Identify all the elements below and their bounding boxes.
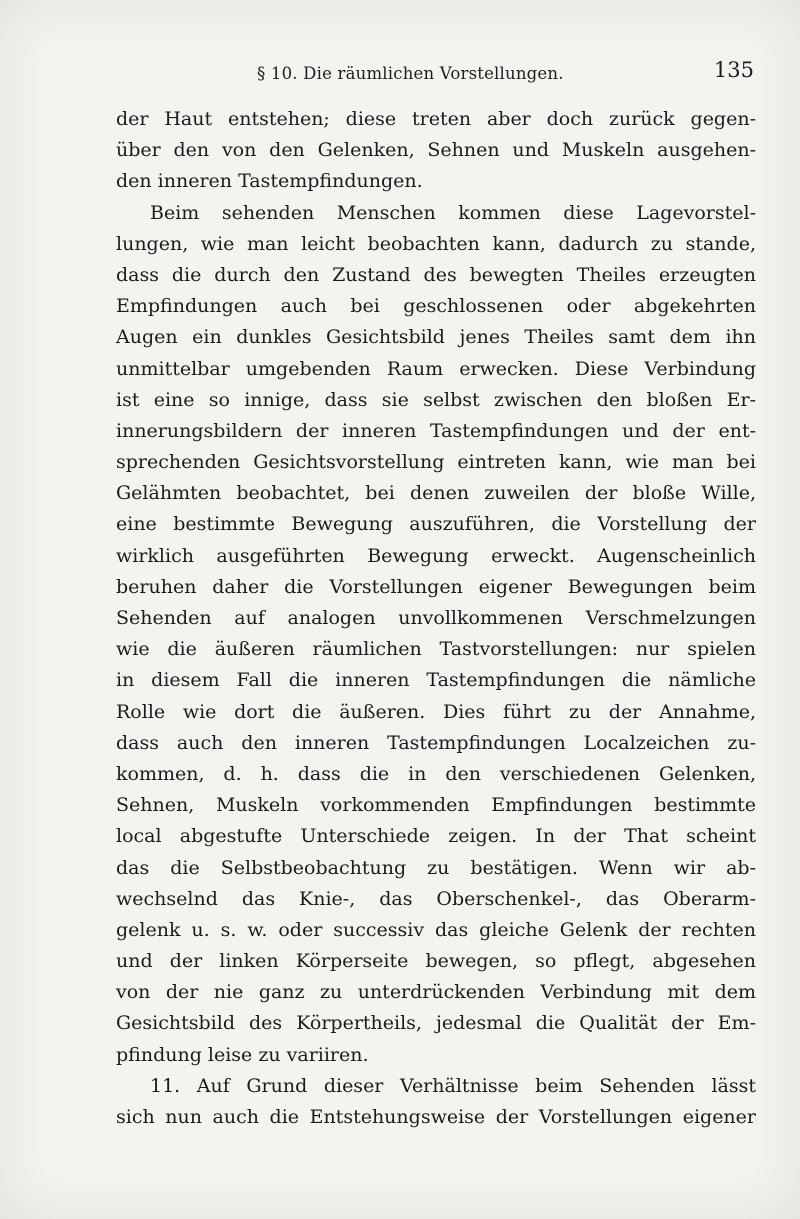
text-line: beruhen daher die Vorstellungen eigener Bewegungen beim: [116, 575, 756, 598]
text-line: wie die äußeren räumlichen Tastvorstellungen: nur spielen: [116, 638, 756, 661]
text-line: pfindung leise zu variiren.: [116, 1043, 369, 1066]
text-line: Sehenden auf analogen unvollkommenen Verschmelzungen: [116, 607, 756, 629]
text-line: innerungsbildern der inneren Tastempfindungen und der ent-: [116, 419, 756, 442]
text-line: dass die durch den Zustand des bewegten Theiles erzeugten: [116, 263, 756, 286]
text-line: wirklich ausgeführten Bewegung erweckt. Augenscheinlich: [116, 544, 756, 567]
body-text: [116, 104, 756, 1133]
text-line: von der nie ganz zu unterdrückenden Verbindung mit dem: [116, 981, 756, 1004]
text-line: sich nun auch die Entstehungsweise der Vorstellungen eigener: [116, 1106, 756, 1128]
text-line: und der linken Körperseite bewegen, so pflegt, abgesehen: [116, 950, 756, 973]
text-line: der Haut entstehen; diese treten aber doch zurück gegen-: [116, 108, 756, 130]
text-line: wechselnd das Knie-, das Oberschenkel-, das Oberarm-: [116, 887, 756, 910]
text-line: in diesem Fall die inneren Tastempfindungen die nämliche: [116, 669, 756, 692]
text-line: lungen, wie man leicht beobachten kann, dadurch zu stande,: [116, 232, 756, 255]
text-line: über den von den Gelenken, Sehnen und Muskeln ausgehen-: [116, 139, 756, 162]
text-line: kommen, d. h. dass die in den verschiedenen Gelenken,: [116, 762, 756, 785]
page-number: 135: [713, 58, 754, 82]
text-line: Gesichtsbild des Körpertheils, jedesmal die Qualität der Em-: [116, 1012, 756, 1035]
text-line: ist eine so innige, dass sie selbst zwischen den bloßen Er-: [116, 388, 756, 411]
page-header: [112, 56, 754, 90]
text-line: Rolle wie dort die äußeren. Dies führt zu der Annahme,: [116, 700, 756, 723]
text-line: unmittelbar umgebenden Raum erwecken. Diese Verbindung: [116, 357, 756, 380]
text-line: gelenk u. s. w. oder successiv das gleiche Gelenk der rechten: [116, 918, 756, 941]
text-line: sprechenden Gesichtsvorstellung eintreten kann, wie man bei: [116, 451, 756, 474]
text-line: den inneren Tastempfindungen.: [116, 170, 423, 193]
text-line: Sehnen, Muskeln vorkommenden Empfindungen bestimmte: [116, 794, 756, 817]
text-line: das die Selbstbeobachtung zu bestätigen. Wenn wir ab-: [116, 856, 756, 879]
text-line: 11. Auf Grund dieser Verhältnisse beim Sehenden lässt: [150, 1074, 756, 1097]
text-line: Empfindungen auch bei geschlossenen oder abgekehrten: [116, 295, 756, 318]
running-head: § 10. Die räumlichen Vorstellungen.: [257, 64, 564, 83]
text-line: Augen ein dunkles Gesichtsbild jenes Theiles samt dem ihn: [116, 326, 756, 349]
text-line: Beim sehenden Menschen kommen diese Lagevorstel-: [150, 201, 756, 224]
text-line: dass auch den inneren Tastempfindungen Localzeichen zu-: [116, 731, 756, 754]
text-line: Gelähmten beobachtet, bei denen zuweilen der bloße Wille,: [116, 482, 756, 505]
text-line: local abgestufte Unterschiede zeigen. In der That scheint: [116, 825, 756, 848]
text-line: eine bestimmte Bewegung auszuführen, die Vorstellung der: [116, 513, 756, 536]
